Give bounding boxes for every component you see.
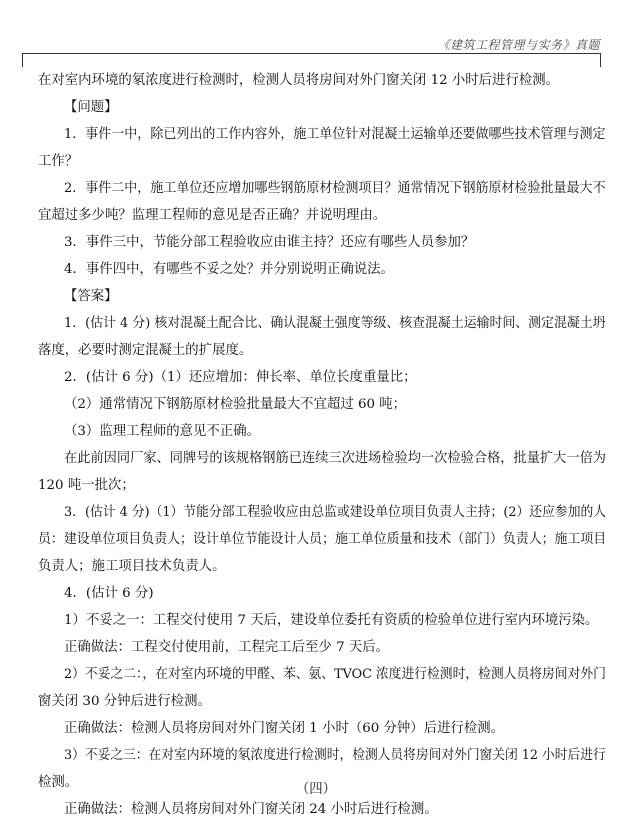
answer-line: （3）监理工程师的意见不正确。 bbox=[64, 424, 260, 439]
answer-line: （2）通常情况下钢筋原材检验批量最大不宜超过 60 吨； bbox=[64, 397, 407, 412]
answer-line: 3．(估计 4 分)（1）节能分部工程验收应由总监或建设单位项目负责人主持；(2）还应参加的人 bbox=[64, 505, 607, 520]
section-heading-questions: 【问题】 bbox=[64, 100, 118, 115]
answer-line: 2）不妥之二：，在对室内环境的甲醛、苯、氨、TVOC 浓度进行检测时，检测人员将房间对外门 bbox=[64, 667, 606, 682]
header-rule-left-tick bbox=[22, 53, 23, 67]
answer-line: 4．(估计 6 分) bbox=[64, 586, 154, 601]
body-line: 在对室内环境的氡浓度进行检测时，检测人员将房间对外门窗关闭 12 小时后进行检测。 bbox=[38, 73, 560, 88]
answer-line: 正确做法：检测人员将房间对外门窗关闭 24 小时后进行检测。 bbox=[64, 802, 438, 817]
question-line: 3．事件三中，节能分部工程验收应由谁主持？还应有哪些人员参加？ bbox=[64, 235, 475, 250]
answer-line: 1）不妥之一：工程交付使用 7 天后，建设单位委托有资质的检验单位进行室内环境污染。 bbox=[64, 613, 599, 628]
answer-line: 检测。 bbox=[38, 775, 79, 790]
answer-line: 落度，必要时测定混凝土的扩展度。 bbox=[38, 343, 253, 358]
answer-line: 1．(估计 4 分) 核对混凝土配合比、确认混凝土强度等级、核查混凝土运输时间、测定混凝土坍 bbox=[64, 316, 606, 331]
question-line: 1．事件一中，除已列出的工作内容外，施工单位针对混凝土运输单还要做哪些技术管理与测定 bbox=[64, 127, 606, 142]
answer-line: 窗关闭 30 分钟后进行检测。 bbox=[38, 694, 211, 709]
answer-line: 3）不妥之三：在对室内环境的氡浓度进行检测时，检测人员将房间对外门窗关闭 12 小时后进行 bbox=[64, 748, 606, 763]
answer-line: 在此前因同厂家、同牌号的该规格钢筋已连续三次进场检验均一次检验合格，批量扩大一倍为 bbox=[64, 451, 607, 466]
answer-line: 120 吨一批次； bbox=[38, 478, 135, 493]
header-rule bbox=[22, 53, 600, 54]
answer-line: 正确做法：检测人员将房间对外门窗关闭 1 小时（60 分钟）后进行检测。 bbox=[64, 721, 505, 736]
answer-line: 负责人；施工项目技术负责人。 bbox=[38, 559, 226, 574]
header-rule-right-tick bbox=[600, 53, 601, 67]
answer-line: 2．(估计 6 分)（1）还应增加：伸长率、单位长度重量比； bbox=[64, 370, 417, 385]
running-header: 《建筑工程管理与实务》真题 bbox=[437, 38, 600, 52]
question-line: 宜超过多少吨？监理工程师的意见是否正确？并说明理由。 bbox=[38, 208, 387, 223]
page-number: （四） bbox=[295, 782, 337, 797]
answer-line: 正确做法：工程交付使用前，工程完工后至少 7 天后。 bbox=[64, 640, 390, 655]
question-line: 4．事件四中，有哪些不妥之处？并分别说明正确说法。 bbox=[64, 262, 394, 277]
question-line: 2．事件二中，施工单位还应增加哪些钢筋原材检测项目？通常情况下钢筋原材检验批量最大不 bbox=[64, 181, 606, 196]
question-line: 工作？ bbox=[38, 154, 79, 169]
section-heading-answers: 【答案】 bbox=[64, 289, 118, 304]
answer-line: 员：建设单位项目负责人；设计单位节能设计人员；施工单位质量和技术（部门）负责人；施工项目 bbox=[38, 532, 607, 547]
